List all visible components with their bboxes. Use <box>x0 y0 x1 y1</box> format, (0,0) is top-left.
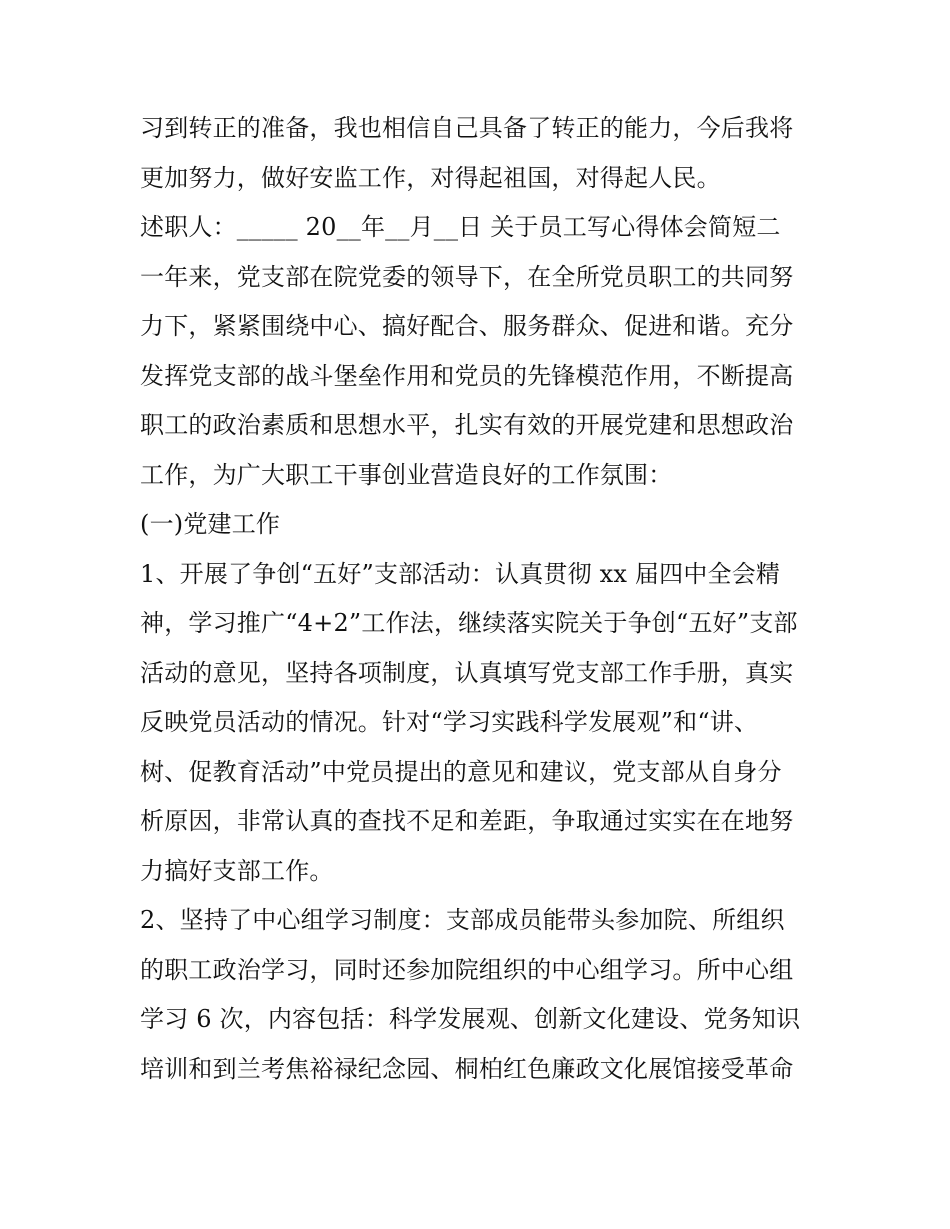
body-text <box>140 104 820 1094</box>
text-line: 树、促教育活动”中党员提出的意见和建议，党支部从自身分 <box>140 757 782 786</box>
text-line: 活动的意见，坚持各项制度，认真填写党支部工作手册，真实 <box>140 658 794 687</box>
text-line: 更加努力，做好安监工作，对得起祖国，对得起人民。 <box>140 163 721 192</box>
text-line: 2、坚持了中心组学习制度：支部成员能带头参加院、所组织 <box>140 906 785 934</box>
section-heading: (一)党建工作 <box>140 510 281 538</box>
text-line: 培训和到兰考焦裕禄纪念园、桐柏红色廉政文化展馆接受革命 <box>140 1054 794 1083</box>
text-line: 反映党员活动的情况。针对“学习实践科学发展观”和“讲、 <box>140 708 759 736</box>
text-line: 力下，紧紧围绕中心、搞好配合、服务群众、促进和谐。充分 <box>140 312 794 340</box>
text-line: 神，学习推广“4+2”工作法，继续落实院关于争创“五好”支部 <box>140 609 798 637</box>
text-line: 发挥党支部的战斗堡垒作用和党员的先锋模范作用，不断提高 <box>140 361 794 390</box>
text-line: 析原因，非常认真的查找不足和差距，争取通过实实在在地努 <box>140 807 794 835</box>
text-line: 职工的政治素质和思想水平，扎实有效的开展党建和思想政治 <box>140 411 794 439</box>
text-line: 习到转正的准备，我也相信自己具备了转正的能力，今后我将 <box>140 114 794 142</box>
text-line: 述职人：_____ 20__年__月__日 关于员工写心得体会简短二 <box>140 213 781 241</box>
text-line: 学习 6 次，内容包括：科学发展观、创新文化建设、党务知识 <box>140 1005 801 1033</box>
text-line: 1、开展了争创“五好”支部活动：认真贯彻 xx 届四中全会精 <box>140 559 781 588</box>
text-line: 力搞好支部工作。 <box>140 856 334 885</box>
text-line: 的职工政治学习，同时还参加院组织的中心组学习。所中心组 <box>140 955 794 984</box>
text-line: 工作，为广大职工干事创业营造良好的工作氛围： <box>140 460 673 489</box>
text-line: 一年来，党支部在院党委的领导下，在全所党员职工的共同努 <box>140 262 794 291</box>
